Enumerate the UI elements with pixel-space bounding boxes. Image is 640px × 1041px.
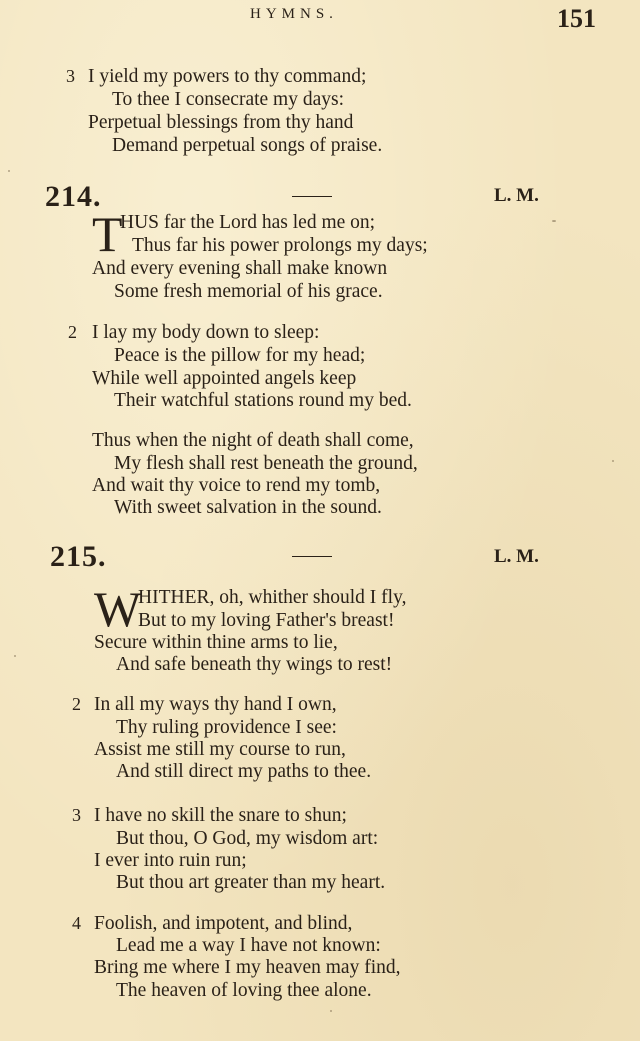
verse-line: The heaven of loving thee alone. (116, 980, 372, 1001)
paper-speck (14, 655, 16, 657)
verse-line: I ever into ruin run; (94, 850, 247, 871)
verse-line: HUS far the Lord has led me on; (120, 212, 376, 233)
verse-line: But to my loving Father's breast! (138, 610, 395, 631)
verse-line: Secure within thine arms to lie, (94, 632, 338, 653)
verse-line: And safe beneath thy wings to rest! (116, 654, 393, 675)
verse-line: And every evening shall make known (92, 258, 388, 279)
verse-line: While well appointed angels keep (92, 368, 357, 389)
verse-line: Assist me still my course to run, (94, 739, 346, 760)
verse-line: Lead me a way I have not known: (116, 935, 381, 956)
hymn-number: 215. (50, 540, 107, 573)
verse-number: 4 (72, 913, 81, 933)
running-head: HYMNS. (250, 6, 338, 22)
hymn-meter: L. M. (494, 185, 539, 206)
separator-dash (292, 196, 332, 197)
verse-line: Peace is the pillow for my head; (114, 345, 366, 366)
drop-cap: W (94, 581, 142, 637)
verse-line: Foolish, and impotent, and blind, (94, 913, 353, 934)
verse-line: Perpetual blessings from thy hand (88, 112, 354, 133)
verse-line: Thy ruling providence I see: (116, 717, 337, 738)
paper-speck (8, 170, 10, 172)
verse-line: But thou, O God, my wisdom art: (116, 828, 379, 849)
verse-number: 3 (66, 66, 75, 86)
verse-line: In all my ways thy hand I own, (94, 694, 337, 715)
paper-speck (612, 460, 614, 462)
verse-line: And still direct my paths to thee. (116, 761, 372, 782)
verse-line: Thus when the night of death shall come, (92, 430, 414, 451)
verse-number: 2 (68, 322, 77, 342)
verse-number: 2 (72, 694, 81, 714)
verse-line: Bring me where I my heaven may find, (94, 957, 401, 978)
verse-line: Demand perpetual songs of praise. (112, 135, 383, 156)
verse-line: Some fresh memorial of his grace. (114, 281, 383, 302)
verse-number: 3 (72, 805, 81, 825)
verse-line: With sweet salvation in the sound. (114, 497, 382, 518)
paper-speck (552, 220, 556, 222)
verse-line: But thou art greater than my heart. (116, 872, 386, 893)
paper-speck (330, 1010, 332, 1012)
verse-line: My flesh shall rest beneath the ground, (114, 453, 418, 474)
verse-line: I yield my powers to thy command; (88, 66, 367, 87)
page-number: 151 (557, 4, 596, 33)
verse-line: HITHER, oh, whither should I fly, (138, 587, 407, 608)
hymn-number: 214. (45, 180, 102, 213)
drop-cap: T (92, 206, 123, 262)
verse-line: I have no skill the snare to shun; (94, 805, 347, 826)
hymn-meter: L. M. (494, 546, 539, 567)
verse-line: To thee I consecrate my days: (112, 89, 345, 110)
verse-line: I lay my body down to sleep: (92, 322, 320, 343)
verse-line: And wait thy voice to rend my tomb, (92, 475, 381, 496)
verse-line: Thus far his power prolongs my days; (132, 235, 428, 256)
verse-line: Their watchful stations round my bed. (114, 390, 412, 411)
separator-dash (292, 556, 332, 557)
